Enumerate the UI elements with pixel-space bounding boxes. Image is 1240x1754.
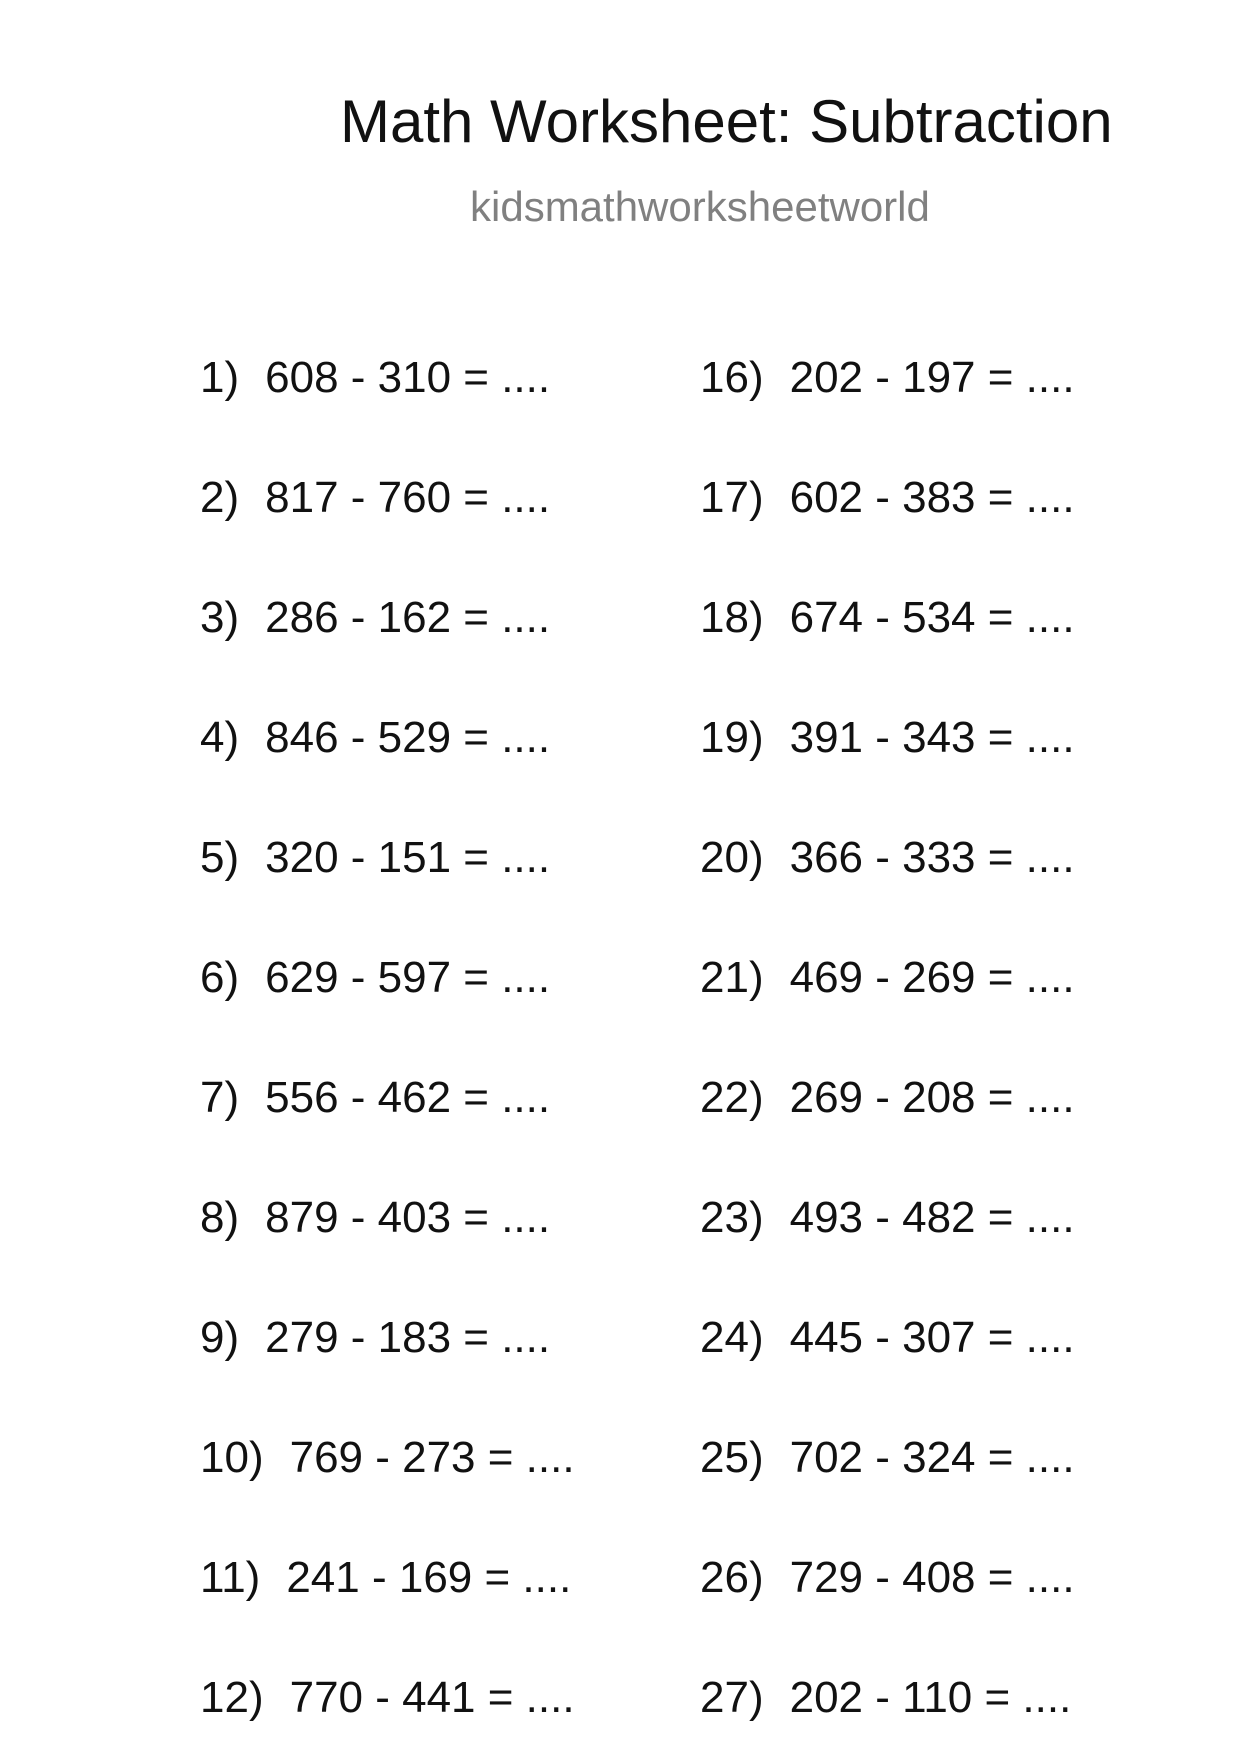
problem-7 bbox=[200, 1073, 551, 1122]
problem-10 bbox=[200, 1433, 575, 1482]
worksheet-title: Math Worksheet: Subtraction bbox=[340, 88, 1113, 155]
problem-number: 27) bbox=[700, 1673, 764, 1722]
problem-number: 16) bbox=[700, 353, 764, 402]
problem-26 bbox=[700, 1553, 1075, 1602]
problem-8 bbox=[200, 1193, 551, 1242]
problem-6 bbox=[200, 953, 551, 1002]
problem-number: 21) bbox=[700, 953, 764, 1002]
problem-17 bbox=[700, 473, 1075, 522]
problem-expression: 674 - 534 = .... bbox=[789, 593, 1075, 642]
problem-expression: 879 - 403 = .... bbox=[265, 1193, 551, 1242]
problem-expression: 279 - 183 = .... bbox=[265, 1313, 551, 1362]
problem-expression: 702 - 324 = .... bbox=[789, 1433, 1075, 1482]
problem-expression: 320 - 151 = .... bbox=[265, 833, 551, 882]
problem-22 bbox=[700, 1073, 1075, 1122]
problem-number: 9) bbox=[200, 1313, 240, 1362]
problem-number: 10) bbox=[200, 1433, 264, 1482]
problem-number: 26) bbox=[700, 1553, 764, 1602]
problem-number: 8) bbox=[200, 1193, 240, 1242]
problem-expression: 366 - 333 = .... bbox=[789, 833, 1075, 882]
problem-number: 23) bbox=[700, 1193, 764, 1242]
problem-9 bbox=[200, 1313, 551, 1362]
problem-expression: 391 - 343 = .... bbox=[789, 713, 1075, 762]
problem-number: 12) bbox=[200, 1673, 264, 1722]
problem-number: 5) bbox=[200, 833, 240, 882]
worksheet-source: kidsmathworksheetworld bbox=[470, 183, 930, 230]
problem-expression: 769 - 273 = .... bbox=[289, 1433, 575, 1482]
problem-expression: 629 - 597 = .... bbox=[265, 953, 551, 1002]
problem-number: 22) bbox=[700, 1073, 764, 1122]
problem-27 bbox=[700, 1673, 1072, 1722]
problem-16 bbox=[700, 353, 1075, 402]
problem-25 bbox=[700, 1433, 1075, 1482]
problem-12 bbox=[200, 1673, 575, 1722]
problem-number: 3) bbox=[200, 593, 240, 642]
problem-expression: 445 - 307 = .... bbox=[789, 1313, 1075, 1362]
problem-number: 6) bbox=[200, 953, 240, 1002]
problem-number: 20) bbox=[700, 833, 764, 882]
problem-expression: 556 - 462 = .... bbox=[265, 1073, 551, 1122]
problem-number: 11) bbox=[200, 1553, 261, 1602]
problem-number: 24) bbox=[700, 1313, 764, 1362]
problem-expression: 817 - 760 = .... bbox=[265, 473, 551, 522]
problem-expression: 241 - 169 = .... bbox=[286, 1553, 572, 1602]
problem-number: 19) bbox=[700, 713, 764, 762]
problem-4 bbox=[200, 713, 551, 762]
problem-20 bbox=[700, 833, 1075, 882]
problem-expression: 469 - 269 = .... bbox=[789, 953, 1075, 1002]
problem-19 bbox=[700, 713, 1075, 762]
problem-expression: 846 - 529 = .... bbox=[265, 713, 551, 762]
problem-24 bbox=[700, 1313, 1075, 1362]
problem-5 bbox=[200, 833, 551, 882]
problem-number: 2) bbox=[200, 473, 240, 522]
problem-number: 25) bbox=[700, 1433, 764, 1482]
problem-expression: 729 - 408 = .... bbox=[789, 1553, 1075, 1602]
problem-expression: 602 - 383 = .... bbox=[789, 473, 1075, 522]
problem-expression: 202 - 197 = .... bbox=[789, 353, 1075, 402]
problem-number: 4) bbox=[200, 713, 240, 762]
problem-23 bbox=[700, 1193, 1075, 1242]
problem-expression: 770 - 441 = .... bbox=[289, 1673, 575, 1722]
problem-expression: 493 - 482 = .... bbox=[789, 1193, 1075, 1242]
problem-number: 1) bbox=[200, 353, 240, 402]
problem-expression: 269 - 208 = .... bbox=[789, 1073, 1075, 1122]
problem-2 bbox=[200, 473, 551, 522]
problem-18 bbox=[700, 593, 1075, 642]
problem-1 bbox=[200, 353, 551, 402]
problem-21 bbox=[700, 953, 1075, 1002]
problem-expression: 286 - 162 = .... bbox=[265, 593, 551, 642]
problem-number: 7) bbox=[200, 1073, 240, 1122]
problem-expression: 608 - 310 = .... bbox=[265, 353, 551, 402]
problem-expression: 202 - 110 = .... bbox=[789, 1673, 1072, 1722]
problem-11 bbox=[200, 1553, 572, 1602]
problem-number: 17) bbox=[700, 473, 764, 522]
problem-3 bbox=[200, 593, 551, 642]
problem-number: 18) bbox=[700, 593, 764, 642]
